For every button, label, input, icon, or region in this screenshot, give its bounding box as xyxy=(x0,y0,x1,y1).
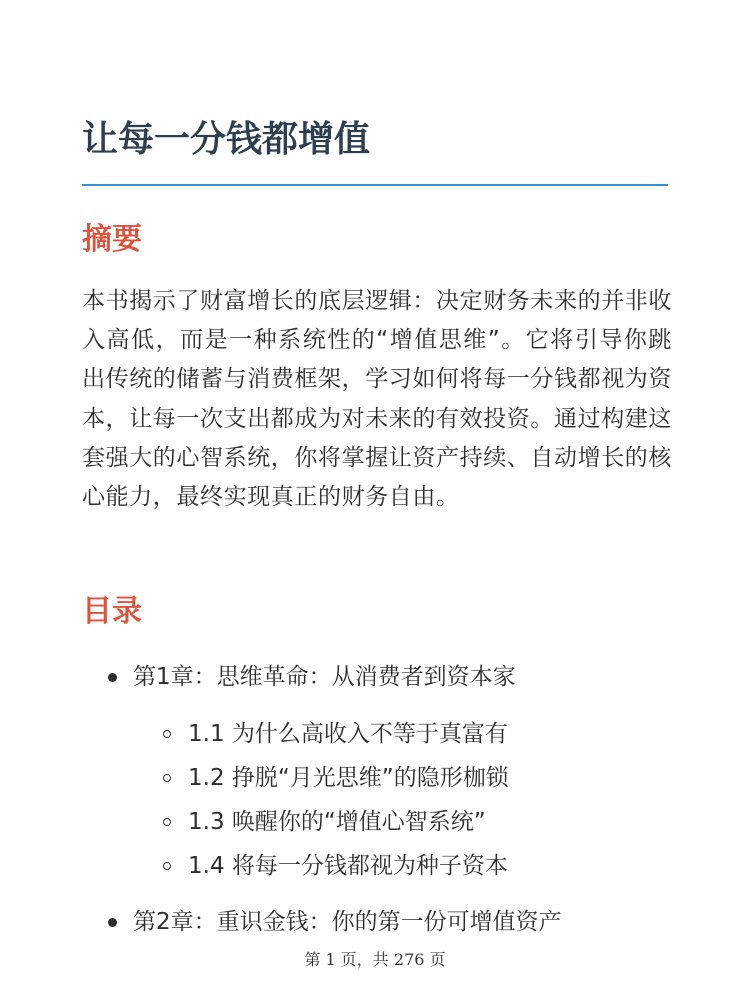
title-divider xyxy=(82,184,668,186)
abstract-body: 本书揭示了财富增长的底层逻辑：决定财务未来的并非收入高低，而是一种系统性的“增值思维”。它将引导你跳出传统的储蓄与消费框架，学习如何将每一分钱都视为资本，让每一次支出都成为对未来的有效投资。通过构建这套强大的心智系统，你将掌握让资产持续、自动增长的核心能力，最终实现真正的财务自由。 xyxy=(82,288,672,511)
bullet-disc-icon xyxy=(108,918,117,927)
toc-section-1-2[interactable] xyxy=(163,762,509,794)
toc-section-label: 1.2 挣脱“月光思维”的隐形枷锁 xyxy=(188,765,509,791)
bullet-circle-icon xyxy=(163,774,171,782)
bullet-disc-icon xyxy=(108,673,117,682)
toc-chapter-label: 第1章：思维革命：从消费者到资本家 xyxy=(133,664,516,690)
bullet-circle-icon xyxy=(163,818,171,826)
toc-section-label: 1.4 将每一分钱都视为种子资本 xyxy=(188,853,508,879)
toc-section-1-1[interactable] xyxy=(163,718,508,750)
bullet-circle-icon xyxy=(163,862,171,870)
toc-section-1-3[interactable] xyxy=(163,806,486,838)
bullet-circle-icon xyxy=(163,730,171,738)
toc-chapter-2[interactable] xyxy=(108,906,562,938)
page-number-footer: 第 1 页，共 276 页 xyxy=(304,950,446,969)
abstract-heading: 摘要 xyxy=(82,222,142,257)
book-title: 让每一分钱都增值 xyxy=(82,119,371,160)
toc-section-1-4[interactable] xyxy=(163,850,508,882)
toc-section-label: 1.3 唤醒你的“增值心智系统” xyxy=(188,809,486,835)
toc-chapter-label: 第2章：重识金钱：你的第一份可增值资产 xyxy=(133,909,562,935)
toc-section-label: 1.1 为什么高收入不等于真富有 xyxy=(188,721,508,747)
toc-heading: 目录 xyxy=(82,594,142,629)
toc-chapter-1[interactable] xyxy=(108,661,516,693)
